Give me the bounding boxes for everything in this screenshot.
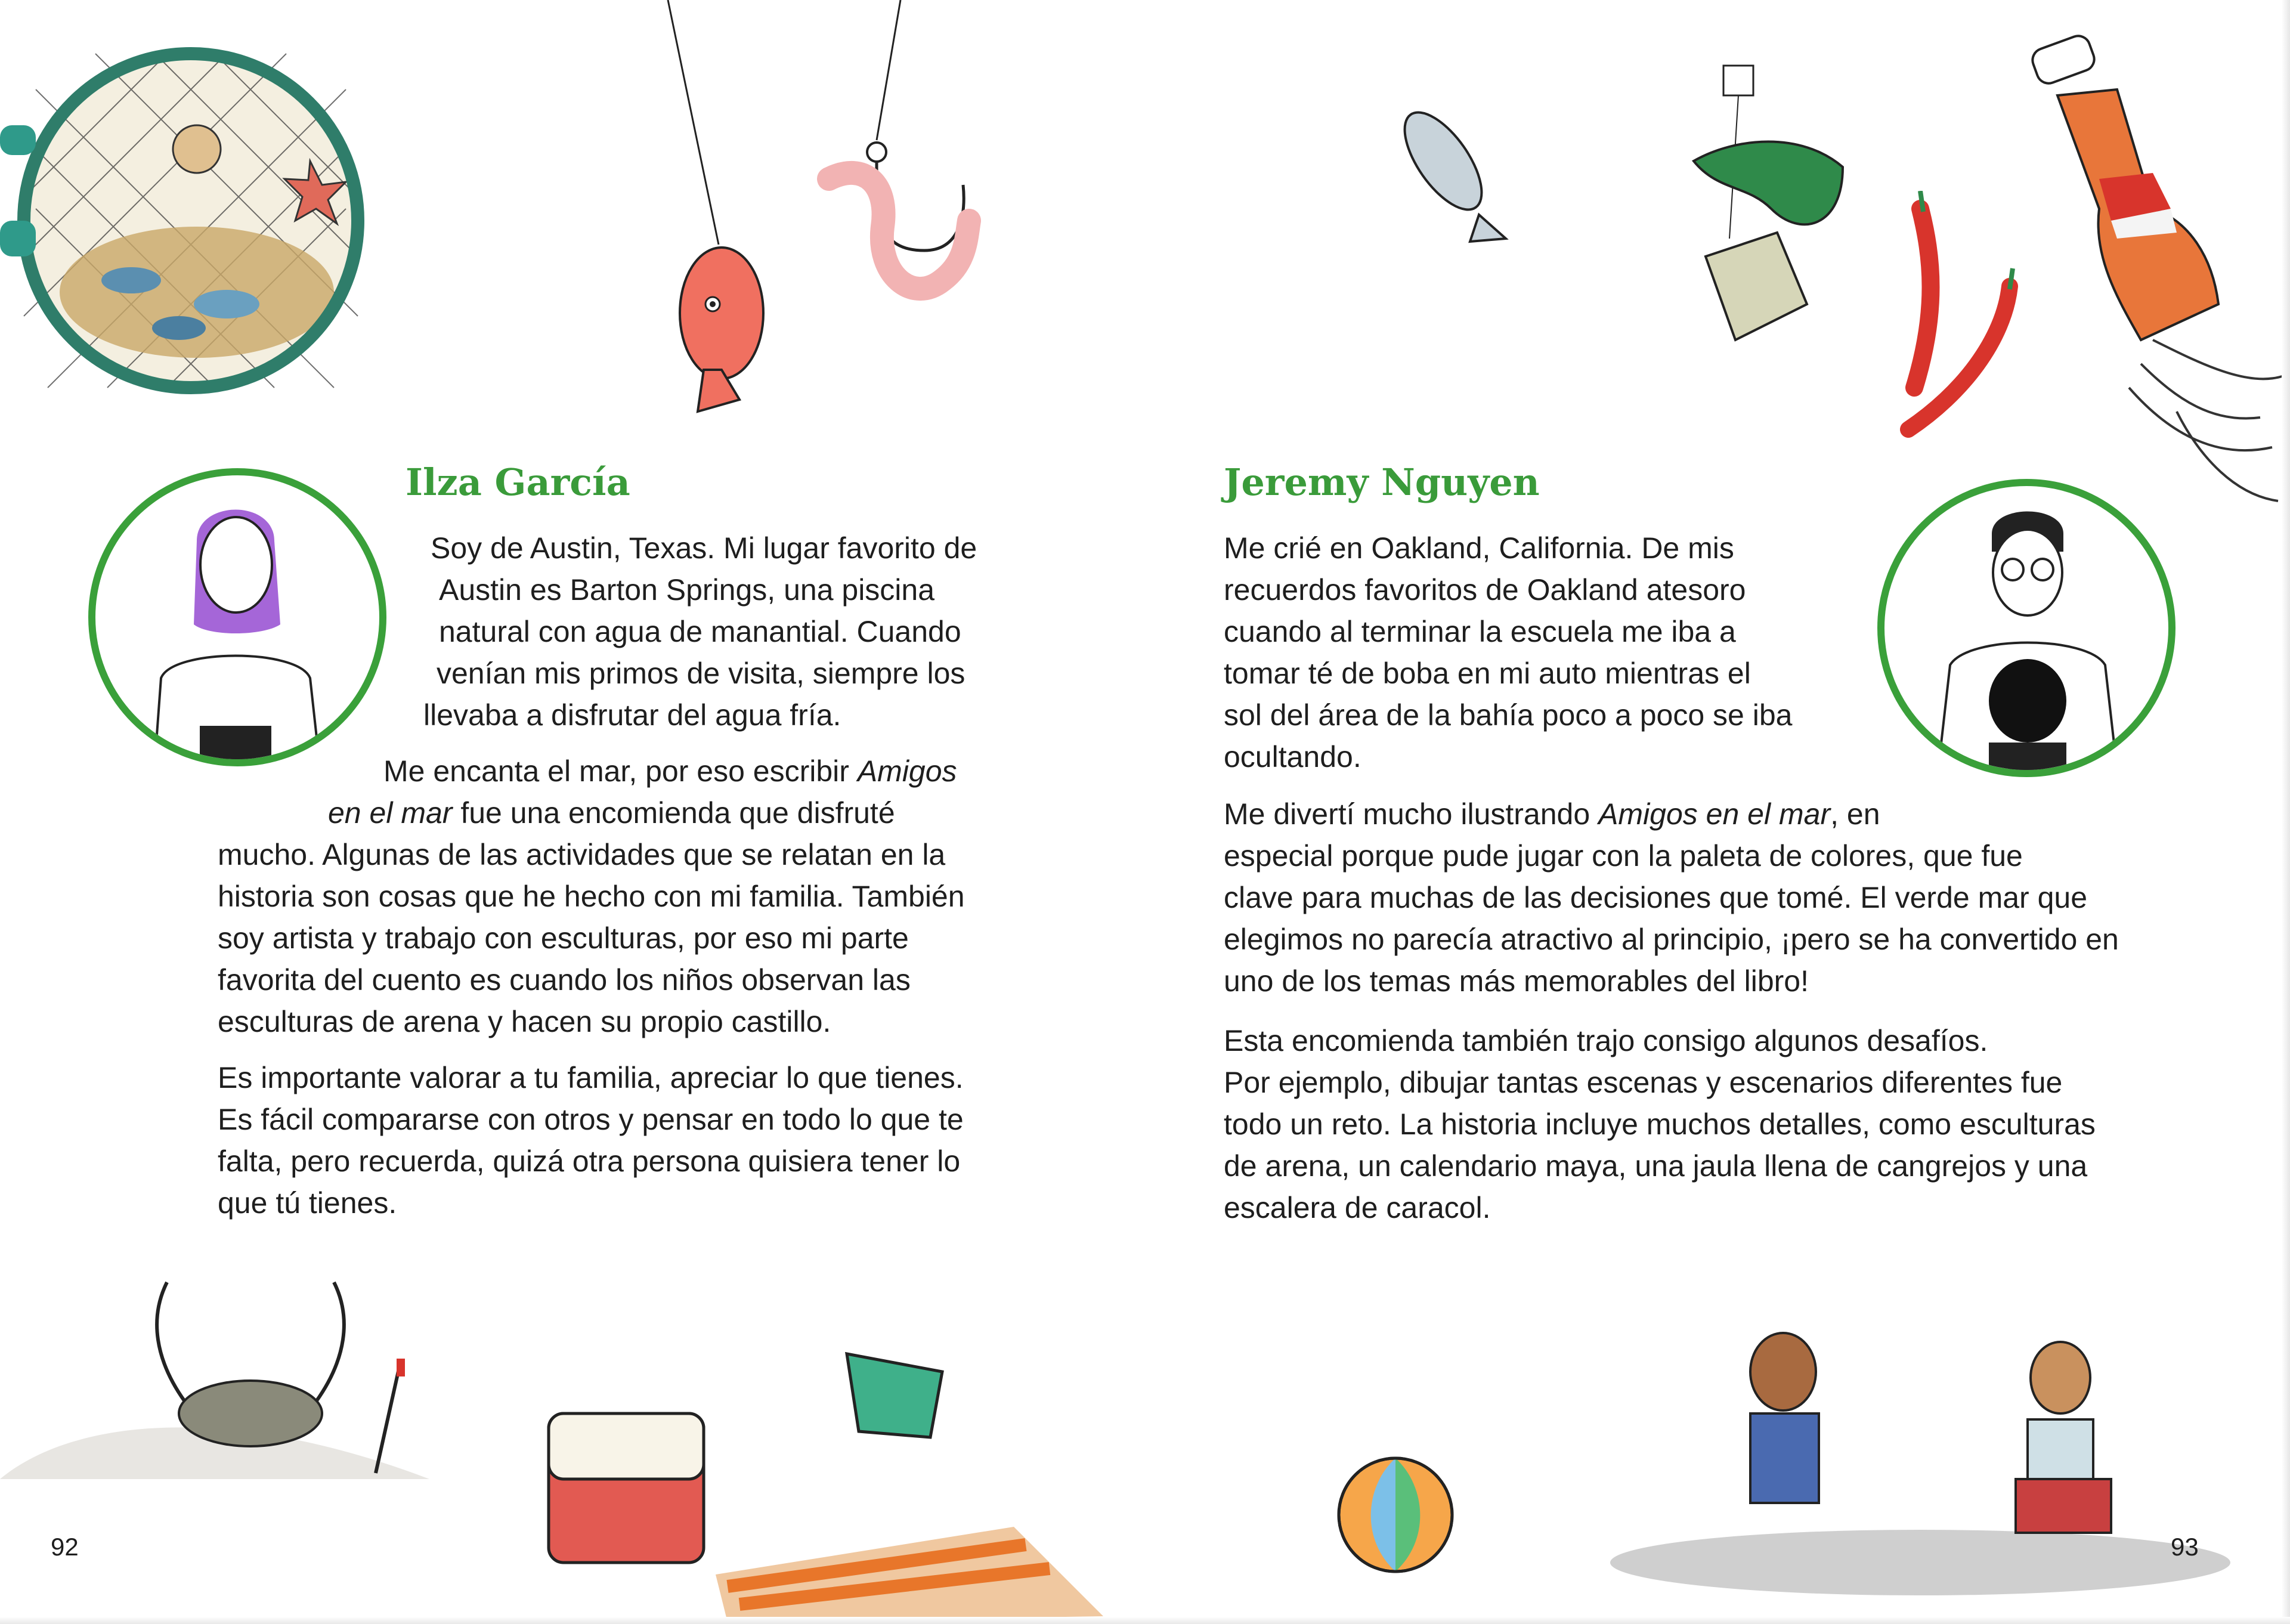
page-number-right: 93 bbox=[2171, 1533, 2199, 1561]
sardine-icon bbox=[1378, 95, 1527, 250]
crab-net-illustration bbox=[0, 30, 382, 412]
children-crab-pose-icon bbox=[1604, 1300, 2260, 1598]
worm-hook-icon bbox=[817, 0, 996, 310]
chili-peppers-icon bbox=[1896, 191, 2034, 441]
bio-paragraph-6: Esta encomienda también trajo consigo algunos desafíos. Por ejemplo, dibujar tantas escenas y escenarios diferentes fue todo un reto. La historia incluye muchos detalles, como esculturas de arena, un calendario maya, una jaula llena de cangrejos y una escalera de caracol. bbox=[1224, 1024, 2096, 1224]
author-heading-jeremy: Jeremy Nguyen bbox=[1224, 460, 1540, 504]
author-portrait-jeremy bbox=[1877, 479, 2176, 777]
fish-on-line-icon bbox=[656, 0, 799, 423]
page-number-left: 92 bbox=[51, 1533, 79, 1561]
beach-ball-icon bbox=[1330, 1449, 1461, 1580]
pepper-teabag-icon bbox=[1682, 60, 1855, 358]
bio-paragraph-1: Soy de Austin, Texas. Mi lugar favorito de Austin es Barton Springs, una piscina natural con agua de manantial. Cuando venían mis primos de visita, siempre los llevaba a disfrutar del agua fría. bbox=[423, 531, 977, 732]
bio-paragraph-3: Es importante valorar a tu familia, apreciar lo que tienes. Es fácil compararse con otros y pensar en todo lo que te falta, pero recuerda, quizá otra persona quisiera tener lo que tú tienes. bbox=[218, 1061, 964, 1220]
bio-paragraph-5: Me divertí mucho ilustrando Amigos en el mar, en especial porque pude jugar con la paleta de colores, que fue clave para muchas de las decisiones que tomé. El verde mar que elegimos no parecía atractivo al principio, ¡pero se ha convertido en uno de los temas más memorables del libro! bbox=[1224, 797, 2119, 998]
crab-on-sand-icon bbox=[0, 1264, 453, 1503]
cooler-towel-icon bbox=[537, 1348, 1133, 1622]
hot-sauce-bottle-icon bbox=[2022, 30, 2290, 519]
bio-paragraph-2: Me encanta el mar, por eso escribir Amigos en el mar fue una encomienda que disfruté mucho. Algunas de las actividades que se relatan en la historia son cosas que he hecho con mi familia. También soy artista y trabajo con esculturas, por eso mi parte favorita del cuento es cuando los niños observan las esculturas de arena y hacen su propio castillo. bbox=[218, 754, 965, 1038]
page-edge bbox=[2282, 0, 2290, 1624]
author-heading-ilza: Ilza García bbox=[406, 460, 630, 504]
bio-paragraph-4: Me crié en Oakland, California. De mis recuerdos favoritos de Oakland atesoro cuando al terminar la escuela me iba a tomar té de boba en mi auto mientras el sol del área de la bahía poco a poco se iba ocultando. bbox=[1224, 531, 1793, 774]
page-bottom-edge bbox=[0, 1617, 2290, 1624]
author-portrait-ilza bbox=[88, 468, 386, 766]
